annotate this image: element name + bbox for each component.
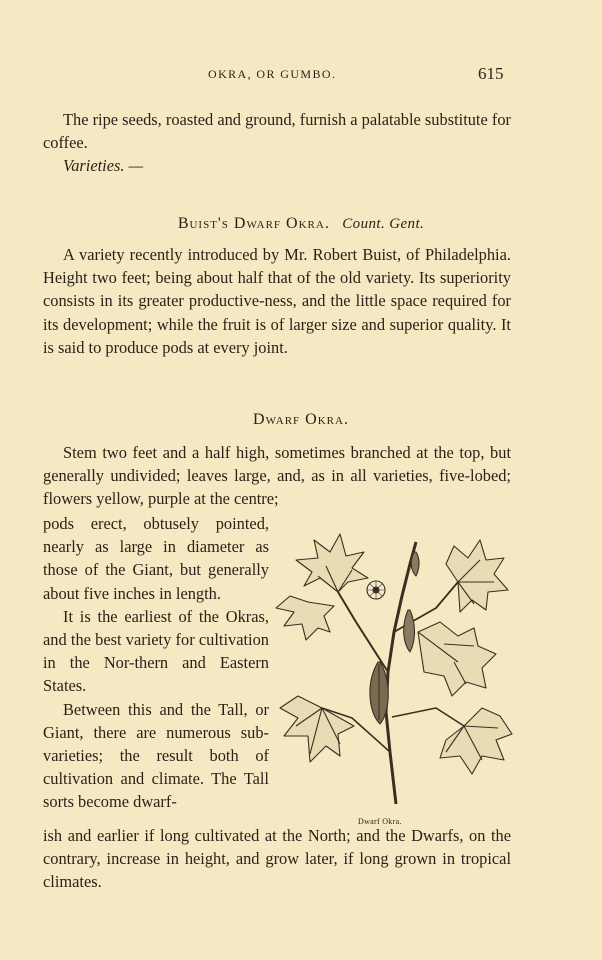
- leaf-right-mid: [418, 622, 496, 696]
- intro-paragraph: [43, 108, 511, 178]
- okra-illustration: [268, 512, 516, 812]
- dwarf-column: [43, 512, 269, 814]
- buist-heading-tag: Count. Gent.: [342, 216, 425, 232]
- dwarf-heading-title: Dwarf Okra.: [253, 411, 349, 428]
- page-number: 615: [478, 64, 504, 83]
- buist-paragraph: [43, 243, 511, 359]
- buist-body: A variety recently introduced by Mr. Robert Buist, of Philadelphia. Height two feet; being about half that of the old variety. Its superiority consists in its greater productive-ness, and the little space required for its development; while the fruit is of larger size and superior quality. It is said to produce pods at every joint.: [43, 245, 511, 357]
- buist-heading: [0, 215, 602, 233]
- dwarf-col-p3: Between this and the Tall, or Giant, there are numerous sub-varieties; the result both of cultivation and climate. The Tall sorts become dwarf-: [43, 699, 269, 812]
- okra-pod-small: [404, 610, 415, 652]
- dwarf-paragraph-bottom: [43, 824, 511, 894]
- okra-stem: [386, 542, 416, 804]
- leaf-upper-right: [446, 540, 508, 612]
- dwarf-body-col: pods erect, obtusely pointed, nearly as large in diameter as those of the Giant, but generally about five inches in length.: [43, 514, 269, 603]
- buist-heading-title: Buist's Dwarf Okra.: [177, 215, 330, 232]
- dwarf-heading: [0, 411, 602, 429]
- leaf-left-mid: [276, 596, 334, 640]
- varieties-label: Varieties. —: [63, 156, 144, 176]
- intro-text: The ripe seeds, roasted and ground, furnish a palatable substitute for coffee.: [43, 110, 511, 153]
- dwarf-body-bottom: ish and earlier if long cultivated at the North; and the Dwarfs, on the contrary, increase in height, and grow later, if long grown in tropical climates.: [43, 826, 511, 892]
- dwarf-paragraph-top: [43, 441, 511, 511]
- running-head: [0, 64, 602, 86]
- running-head-title: OKRA, OR GUMBO.: [208, 67, 337, 81]
- figure-caption: Dwarf Okra.: [358, 817, 402, 826]
- dwarf-body-top: Stem two feet and a half high, sometimes branched at the top, but generally undivided; leaves large, and, as in all varieties, five-lobed; flowers yellow, purple at the centre;: [43, 443, 511, 509]
- dwarf-col-p2: It is the earliest of the Okras, and the best variety for cultivation in the Nor-thern and Eastern States.: [43, 606, 269, 696]
- leaf-upper-left: [296, 534, 368, 592]
